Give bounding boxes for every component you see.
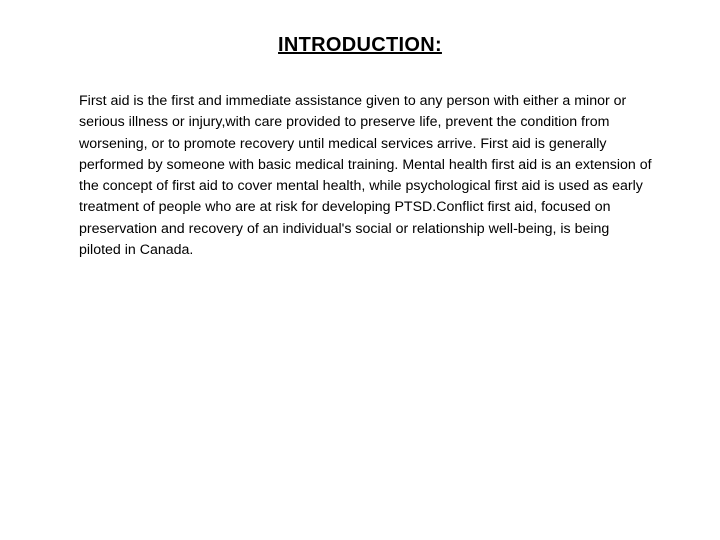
body-paragraph: First aid is the first and immediate assistance given to any person with either a minor or serious illness or injury,with care provided to preserve life, prevent the condition from worsening, or to promote recovery until medical services arrive. First aid is generally performed by someone with basic medical training. Mental health first aid is an extension of the concept of first aid to cover mental health, while psychological first aid is used as early treatment of people who are at risk for developing PTSD.Conflict first aid, focused on preservation and recovery of an individual's social or relationship well-being, is being piloted in Canada. [79, 93, 656, 259]
page-title [0, 34, 720, 57]
page-title-text: INTRODUCTION: [278, 34, 442, 56]
